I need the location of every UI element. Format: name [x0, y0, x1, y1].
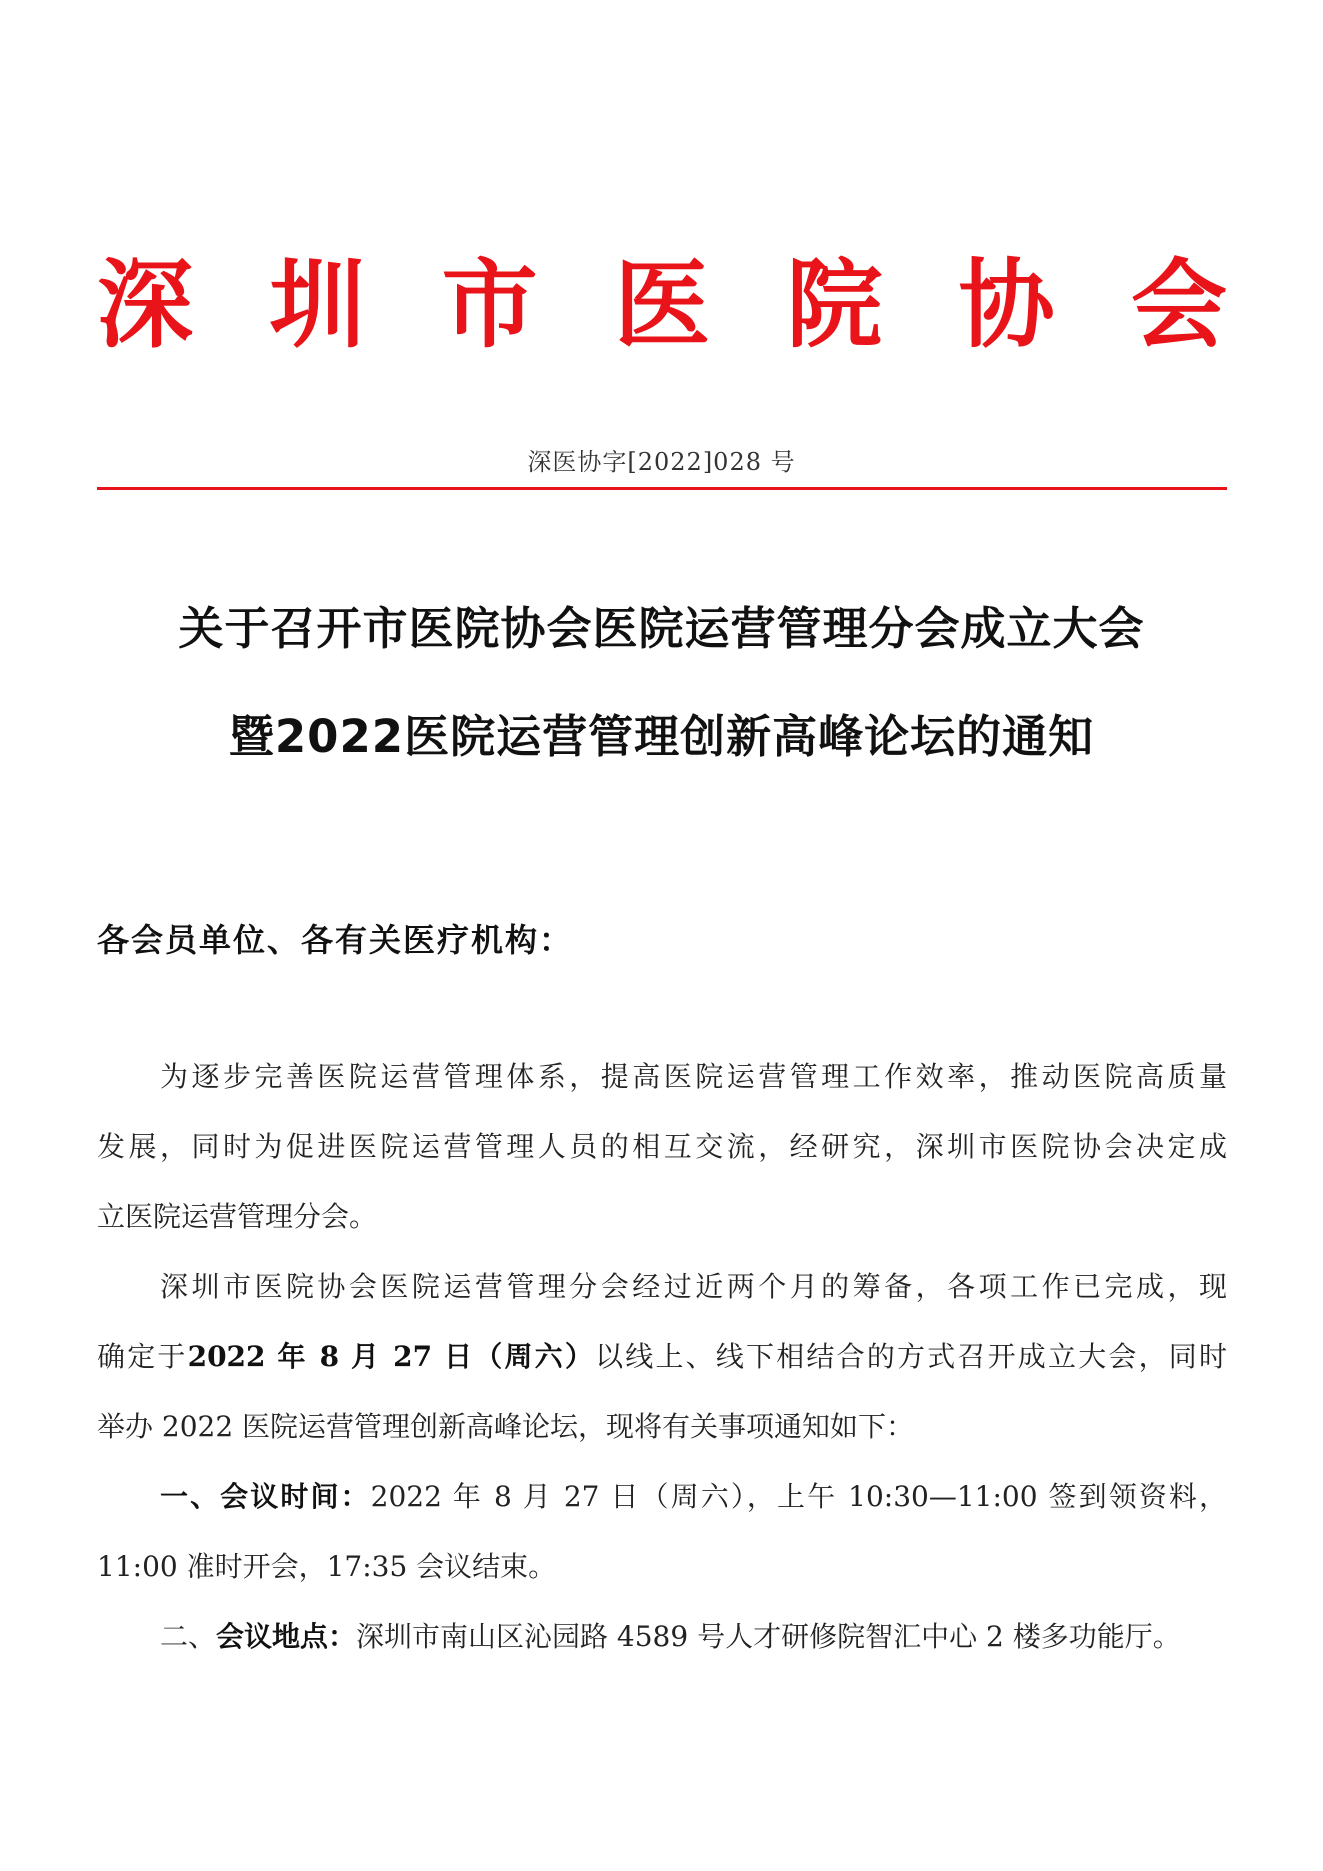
org-char: 圳	[269, 249, 366, 361]
item-1-line-1	[160, 1477, 1227, 1517]
paragraph-1-line-1: 为逐步完善医院运营管理体系，提高医院运营管理工作效率，推动医院高质量	[160, 1060, 1227, 1093]
item-2-number: 二、	[160, 1620, 217, 1653]
org-char: 会	[1130, 249, 1227, 361]
paragraph-2-line-2	[97, 1337, 1227, 1377]
paragraph-2-line-3: 举办 2022 医院运营管理创新高峰论坛，现将有关事项通知如下：	[97, 1410, 915, 1443]
paragraph-2-line-1: 深圳市医院协会医院运营管理分会经过近两个月的筹备，各项工作已完成，现	[160, 1270, 1227, 1303]
org-char: 协	[958, 249, 1055, 361]
notice-title-line-1: 关于召开市医院协会医院运营管理分会成立大会	[178, 602, 1145, 655]
item-2-text: 深圳市南山区沁园路 4589 号人才研修院智汇中心 2 楼多功能厅。	[356, 1620, 1181, 1653]
salutation: 各会员单位、各有关医疗机构：	[97, 921, 574, 959]
paragraph-1-line-2: 发展，同时为促进医院运营管理人员的相互交流，经研究，深圳市医院协会决定成	[97, 1130, 1227, 1163]
text-run: 确定于	[97, 1340, 188, 1373]
item-2-line-1	[160, 1617, 1227, 1657]
text-run: 以线上、线下相结合的方式召开成立大会，同时	[595, 1340, 1227, 1373]
item-1-label: 一、会议时间：	[160, 1480, 371, 1513]
notice-title-line-2: 暨2022医院运营管理创新高峰论坛的通知	[228, 710, 1095, 763]
org-char: 市	[441, 249, 538, 361]
paragraph-1-line-3: 立医院运营管理分会。	[97, 1200, 378, 1233]
org-char: 医	[613, 249, 710, 361]
meeting-date-bold: 2022 年 8 月 27 日（周六）	[187, 1340, 596, 1373]
item-1-text: 2022 年 8 月 27 日（周六），上午 10:30—11:00 签到领资料，	[370, 1480, 1227, 1513]
item-2-label: 会议地点：	[216, 1620, 357, 1653]
organization-header	[97, 250, 1227, 360]
org-char: 深	[97, 249, 193, 361]
header-divider	[97, 487, 1227, 490]
org-char: 院	[786, 249, 883, 361]
document-number: 深医协字[2022]028 号	[527, 448, 796, 476]
item-1-line-2: 11:00 准时开会，17:35 会议结束。	[97, 1550, 557, 1583]
